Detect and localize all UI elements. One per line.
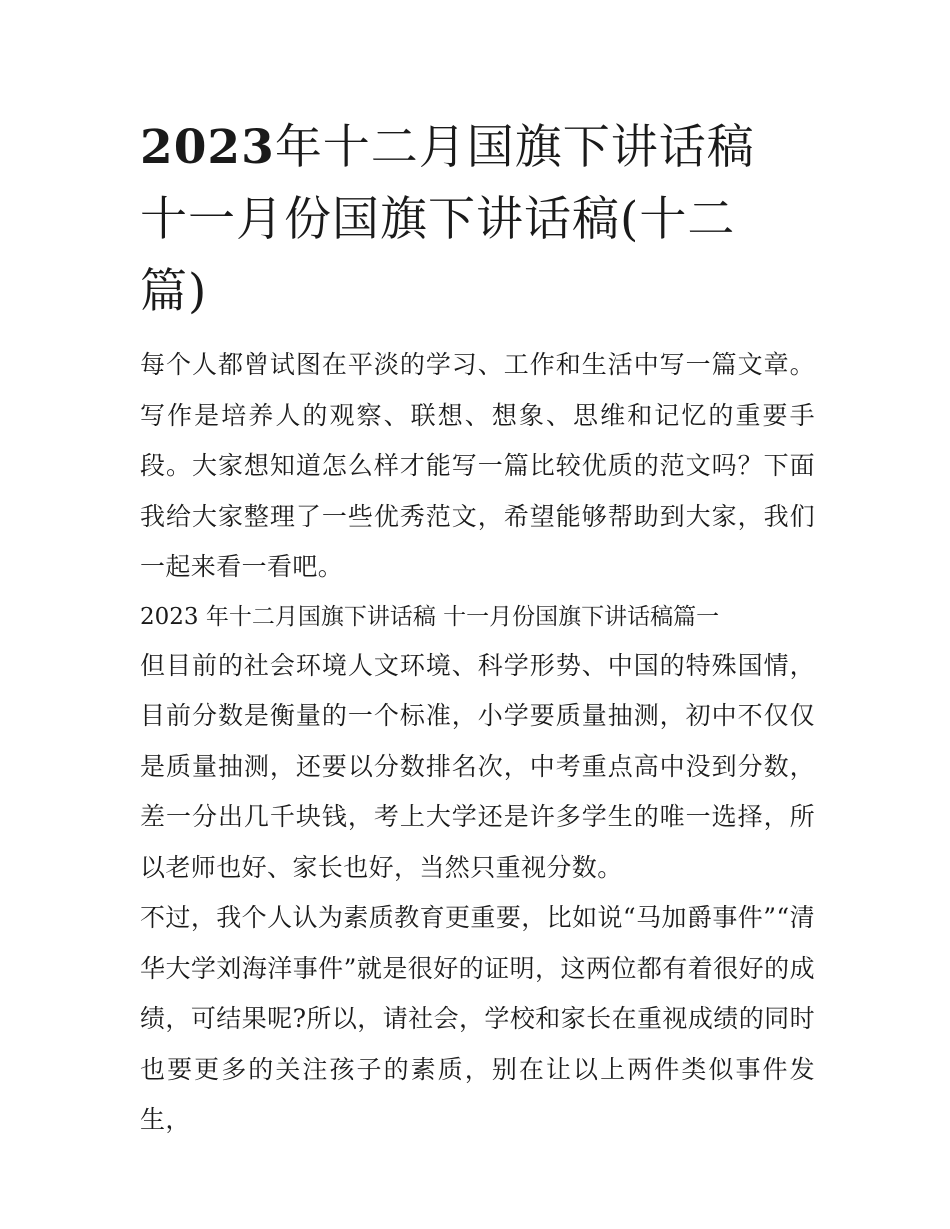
section-heading: 2023 年十二月国旗下讲话稿 十一月份国旗下讲话稿篇一 bbox=[140, 603, 720, 630]
title-year: 2023 bbox=[140, 120, 275, 175]
document-title bbox=[140, 112, 780, 328]
title-text: 年十二月国旗下讲话稿 十一月份国旗下讲话稿(十二篇) bbox=[140, 120, 755, 319]
body-paragraph-2: 不过，我个人认为素质教育更重要，比如说“马加爵事件”“清华大学刘海洋事件”就是很好的证明，这两位都有着很好的成绩，可结果呢?所以，请社会，学校和家长在重视成绩的同时也要更多的关注孩子的素质，别在让以上两件类似事件发生， bbox=[140, 903, 815, 1134]
document-content bbox=[140, 112, 815, 1146]
intro-paragraph: 每个人都曾试图在平淡的学习、工作和生活中写一篇文章。写作是培养人的观察、联想、想象、思维和记忆的重要手段。大家想知道怎么样才能写一篇比较优质的范文吗？下面我给大家整理了一些优秀范文，希望能够帮助到大家，我们一起来看一看吧。 bbox=[140, 350, 815, 581]
body-paragraph-1: 但目前的社会环境人文环境、科学形势、中国的特殊国情，目前分数是衡量的一个标准，小学要质量抽测，初中不仅仅是质量抽测，还要以分数排名次，中考重点高中没到分数，差一分出几千块钱，考上大学还是许多学生的唯一选择，所以老师也好、家长也好，当然只重视分数。 bbox=[140, 650, 815, 882]
